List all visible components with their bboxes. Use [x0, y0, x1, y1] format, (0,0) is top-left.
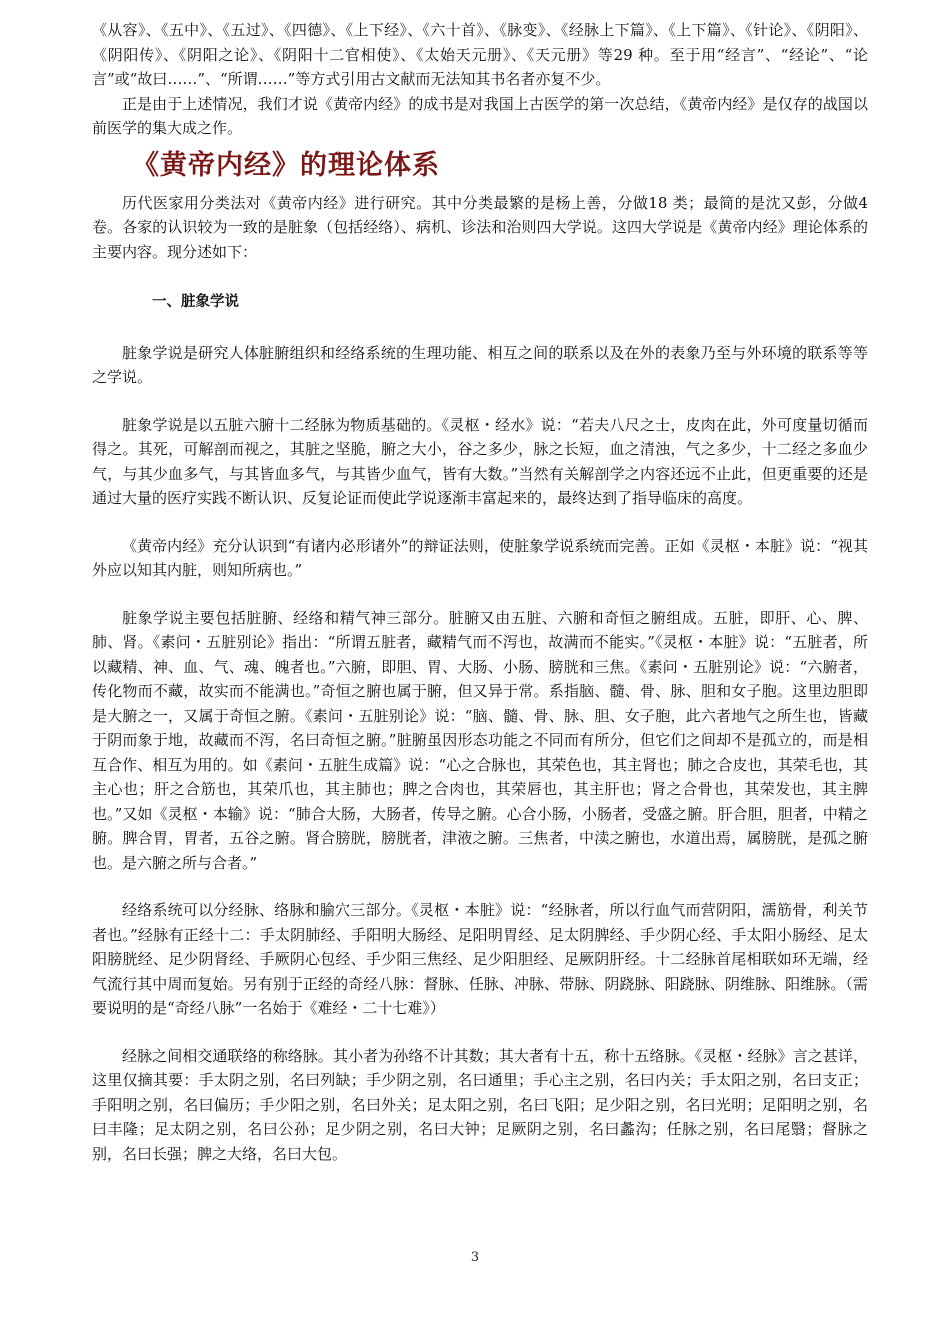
paragraph-book-list: 《从容》、《五中》、《五过》、《四德》、《上下经》、《六十首》、《脉变》、《经脉上下篇》、《上下篇》、《针论》、《阴阳》、《阴阳传》、《阴阳之论》、《阴阳十二官相使》、《太始天元册》、《天元册》等29 种。至于用“经言”、“经论”、“论言”或“故曰……”、“所谓……”等方式引用古文献而无法知其书名者亦复不少。 [92, 21, 868, 88]
page-number: 3 [470, 1250, 480, 1265]
paragraph-zangfu: 脏象学说主要包括脏腑、经络和精气神三部分。脏腑又由五脏、六腑和奇恒之腑组成。五脏，即肝、心、脾、肺、肾。《素问・五脏别论》指出：“所谓五脏者，藏精气而不泻也，故满而不能实。”《灵枢・本脏》说：“五脏者，所以藏精、神、血、气、魂、魄者也。”六腑，即胆、胃、大肠、小肠、膀胱和三焦。《素问・五脏别论》说：“六腑者，传化物而不藏，故实而不能满也。”奇恒之腑也属于腑，但又异于常。系指脑、髓、骨、脉、胆和女子胞。这里边胆即是大腑之一，又属于奇恒之腑。《素问・五脏别论》说：“脑、髓、骨、脉、胆、女子胞，此六者地气之所生也，皆藏于阴而象于地，故藏而不泻，名曰奇恒之腑。”脏腑虽因形态功能之不同而有所分，但它们之间却不是孤立的，而是相互合作、相互为用的。如《素问・五脏生成篇》说：“心之合脉也，其荣色也，其主肾也；肺之合皮也，其荣毛也，其主心也；肝之合筋也，其荣爪也，其主肺也；脾之合肉也，其荣唇也，其主肝也；肾之合骨也，其荣发也，其主脾也。”又如《灵枢・本输》说：“肺合大肠，大肠者，传导之腑。心合小肠，小肠者，受盛之腑。肝合胆，胆者，中精之腑。脾合胃，胃者，五谷之腑。肾合膀胱，膀胱者，津液之腑。三焦者，中渎之腑也，水道出焉，属膀胱，是孤之腑也。是六腑之所与合者。” [92, 608, 868, 872]
paragraph-collaterals: 经脉之间相交通联络的称络脉。其小者为孙络不计其数；其大者有十五，称十五络脉。《灵枢・经脉》言之甚详，这里仅摘其要：手太阴之别，名曰列缺；手少阴之别，名曰通里；手心主之别，名曰内关；手太阳之别，名曰支正；手阳明之别，名曰偏历；手少阳之别，名曰外关；足太阳之别，名曰飞阳；足少阳之别，名曰光明；足阳明之别，名曰丰隆；足太阴之别，名曰公孙；足少阴之别，名曰大钟；足厥阴之别，名曰蠡沟；任脉之别，名曰尾翳；督脉之别，名曰长强；脾之大络，名曰大包。 [92, 1046, 868, 1163]
paragraph-dialectic: 《黄帝内经》充分认识到“有诸内必形诸外”的辩证法则，使脏象学说系统而完善。正如《灵枢・本脏》说：“视其外应以知其内脏，则知所病也。” [92, 536, 868, 579]
paragraph-summary: 正是由于上述情况，我们才说《黄帝内经》的成书是对我国上古医学的第一次总结，《黄帝内经》是仅存的战国以前医学的集大成之作。 [92, 94, 868, 137]
paragraph-meridians: 经络系统可以分经脉、络脉和腧穴三部分。《灵枢・本脏》说：“经脉者，所以行血气而营阴阳，濡筋骨，利关节者也。”经脉有正经十二：手太阴肺经、手阳明大肠经、足阳明胃经、足太阴脾经、手少阴心经、手太阳小肠经、足太阳膀胱经、足少阴肾经、手厥阴心包经、手少阳三焦经、足少阳胆经、足厥阴肝经。十二经脉首尾相联如环无端，经气流行其中周而复始。另有别于正经的奇经八脉：督脉、任脉、冲脉、带脉、阴跷脉、阳跷脉、阴维脉、阳维脉。（需要说明的是“奇经八脉”一名始于《难经・二十七难》） [92, 901, 868, 1017]
paragraph-material-basis: 脏象学说是以五脏六腑十二经脉为物质基础的。《灵枢・经水》说：“若夫八尺之士，皮肉在此，外可度量切循而得之。其死，可解剖而视之，其脏之坚脆，腑之大小，谷之多少，脉之长短，血之清浊，气之多少，十二经之多血少气，与其少血多气，与其皆血多气，与其皆少血气，皆有大数。”当然有关解剖学之内容还远不止此，但更重要的还是通过大量的医疗实践不断认识、反复论证而使此学说逐渐丰富起来的，最终达到了指导临床的高度。 [92, 415, 868, 507]
section-title: 《黄帝内经》的理论体系 [132, 149, 440, 181]
paragraph-definition: 脏象学说是研究人体脏腑组织和经络系统的生理功能、相互之间的联系以及在外的表象乃至与外环境的联系等等之学说。 [92, 343, 868, 386]
document-page [92, 18, 868, 1166]
paragraph-intro: 历代医家用分类法对《黄帝内经》进行研究。其中分类最繁的是杨上善，分做18 类；最简的是沈又彭，分做4 卷。各家的认识较为一致的是脏象（包括经络）、病机、诊法和治则四大学说。这四大学说是《黄帝内经》理论体系的主要内容。现分述如下： [92, 193, 868, 261]
subsection-heading: 一、脏象学说 [152, 294, 239, 310]
